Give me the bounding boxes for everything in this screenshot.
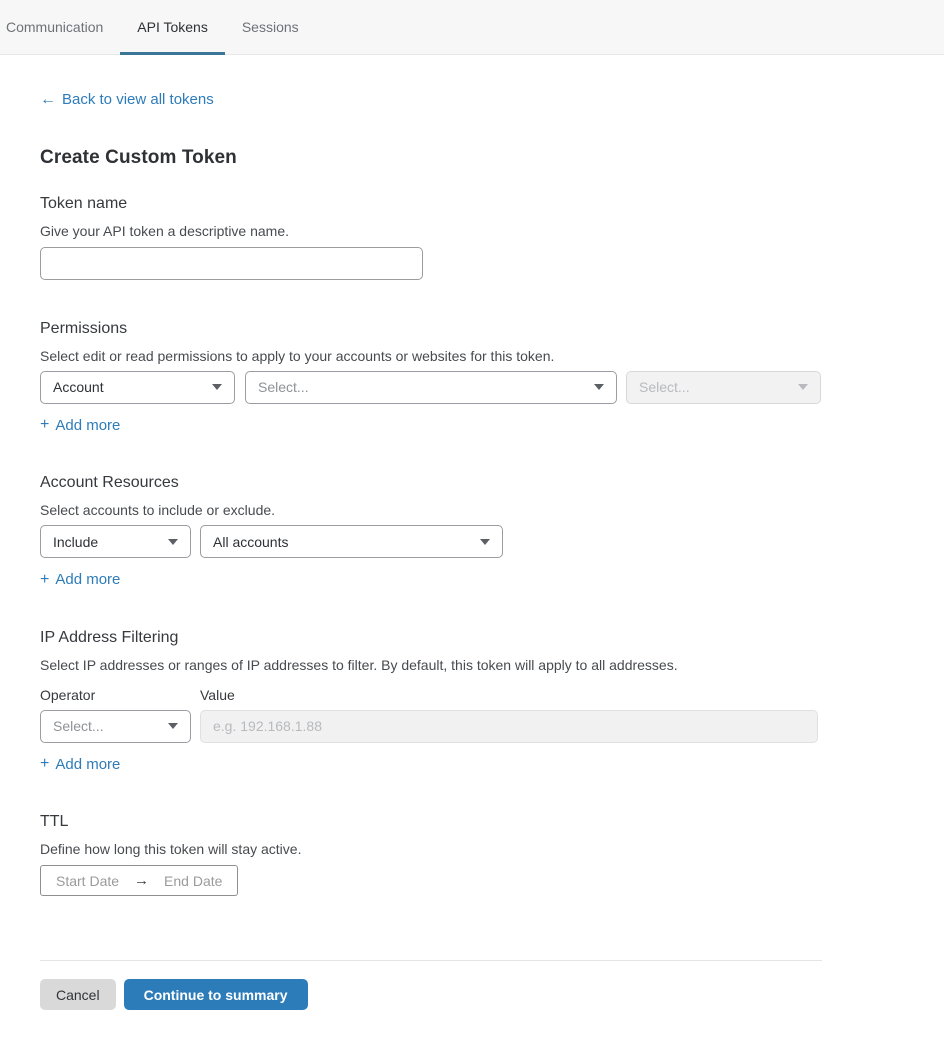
account-resources-row xyxy=(40,525,822,558)
value-label: Value xyxy=(200,686,235,703)
ttl-description: Define how long this token will stay active. xyxy=(40,841,302,857)
ip-filtering-section xyxy=(40,629,822,774)
chevron-down-icon xyxy=(798,384,808,390)
select-value: Include xyxy=(53,533,99,550)
permission-group-select[interactable] xyxy=(245,371,617,404)
tab-communication[interactable] xyxy=(6,0,120,54)
permissions-description: Select edit or read permissions to apply to your accounts or websites for this token. xyxy=(40,347,555,364)
end-date-placeholder: End Date xyxy=(164,872,223,889)
ip-filtering-add-more-link[interactable] xyxy=(40,756,120,773)
account-resources-add-more-link[interactable] xyxy=(40,571,120,588)
account-resources-description: Select accounts to include or exclude. xyxy=(40,502,276,518)
plus-icon: + xyxy=(40,416,50,433)
tab-label: Communication xyxy=(6,19,104,35)
token-name-input[interactable] xyxy=(40,247,423,280)
tab-label: API Tokens xyxy=(137,19,208,35)
create-token-form xyxy=(40,55,822,1047)
select-value: All accounts xyxy=(213,533,289,550)
select-placeholder: Select... xyxy=(53,718,104,734)
permissions-row xyxy=(40,371,822,404)
chevron-down-icon xyxy=(212,384,222,390)
add-more-label: Add more xyxy=(55,416,121,434)
tab-api-tokens[interactable] xyxy=(120,0,225,54)
permissions-add-more-link[interactable] xyxy=(40,417,120,434)
footer-divider xyxy=(40,960,822,961)
tab-label: Sessions xyxy=(241,19,299,35)
accounts-select[interactable] xyxy=(200,525,503,558)
add-more-label: Add more xyxy=(55,755,121,773)
back-to-tokens-link[interactable] xyxy=(40,91,214,108)
continue-to-summary-button[interactable]: Continue to summary xyxy=(124,979,308,1010)
account-resources-heading: Account Resources xyxy=(40,474,179,491)
footer-actions xyxy=(40,979,822,1010)
ip-filtering-description: Select IP addresses or ranges of IP addresses to filter. By default, this token will apply to all addresses. xyxy=(40,656,678,673)
select-value: Account xyxy=(53,379,104,395)
permissions-section xyxy=(40,320,822,435)
operator-label: Operator xyxy=(40,686,96,703)
chevron-down-icon xyxy=(480,539,490,545)
ttl-heading: TTL xyxy=(40,813,69,830)
include-exclude-select[interactable] xyxy=(40,525,191,558)
tab-bar xyxy=(0,0,944,55)
page-title: Create Custom Token xyxy=(40,146,237,168)
token-name-section xyxy=(40,195,822,280)
account-resources-section xyxy=(40,474,822,589)
permission-scope-select[interactable] xyxy=(40,371,235,404)
tab-sessions[interactable] xyxy=(225,0,316,54)
plus-icon: + xyxy=(40,755,50,772)
ttl-date-range-picker[interactable] xyxy=(40,865,238,896)
ttl-section xyxy=(40,813,822,896)
chevron-down-icon xyxy=(168,723,178,729)
ip-value-input xyxy=(200,710,818,743)
ip-filtering-heading: IP Address Filtering xyxy=(40,628,179,646)
ip-filtering-row xyxy=(40,710,822,743)
back-arrow-icon: ← xyxy=(40,90,56,108)
token-name-description: Give your API token a descriptive name. xyxy=(40,222,290,239)
ip-filtering-labels xyxy=(40,687,822,703)
permission-level-select xyxy=(626,371,821,404)
select-placeholder: Select... xyxy=(258,379,309,395)
add-more-label: Add more xyxy=(55,571,121,588)
select-placeholder: Select... xyxy=(639,379,690,395)
chevron-down-icon xyxy=(594,384,604,390)
start-date-placeholder: Start Date xyxy=(56,872,120,889)
chevron-down-icon xyxy=(168,539,178,545)
permissions-heading: Permissions xyxy=(40,319,128,337)
arrow-right-icon: → xyxy=(134,872,150,889)
plus-icon: + xyxy=(40,570,50,588)
back-link-label: Back to view all tokens xyxy=(62,91,214,108)
cancel-button[interactable]: Cancel xyxy=(40,979,116,1010)
ip-operator-select[interactable] xyxy=(40,710,191,743)
active-tab-underline xyxy=(120,52,225,55)
token-name-heading: Token name xyxy=(40,194,128,212)
